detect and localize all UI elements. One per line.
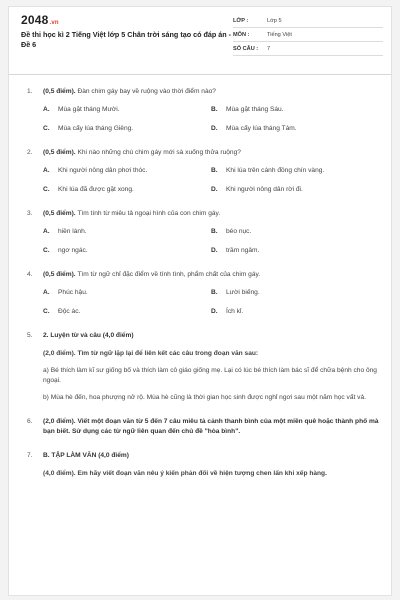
meta-row-class: LỚP : Lớp 5 (233, 14, 383, 28)
paragraph-b: b) Mùa hè đến, hoa phượng nở rộ. Mùa hè cũng là thời gian học sinh được nghỉ ngơi sau một năm học vất vả. (43, 394, 366, 401)
question-5: 5. 2. Luyện từ và câu (4,0 điểm) (2,0 điểm). Tìm từ ngữ lặp lại để liên kết các câu trong đoạn văn sau: a) Bé thích làm kĩ sư giống bố và thích làm cô giáo giống mẹ. Lại có lúc bé thích làm bác sĩ để chữa bệnh cho ông ngoại. b) Mùa hè đến, hoa phượng nở rộ. Mùa hè cũng là thời gian học sinh được nghỉ ngơi sau một năm học vất vả. (27, 331, 379, 403)
question-1: 1. (0,5 điểm). Đàn chim gáy bay về ruộng vào thời điểm nào? A. Mùa gặt tháng Mười. B. Mùa gặt tháng Sáu. C. Mùa cấy lúa tháng Giêng. D. Mùa cấy lúa tháng Tám. (27, 87, 379, 134)
question-3: 3. (0,5 điểm). Tìm tính từ miêu tả ngoại hình của con chim gáy. A. hiền lành. B. béo nục. C. ngơ ngác. D. trầm ngâm. (27, 209, 379, 256)
question-7: 7. B. TẬP LÀM VĂN (4,0 điểm) (4,0 điểm). Em hãy viết đoạn văn nêu ý kiến phản đối về hiện tượng chen lấn khi xếp hàng. (27, 451, 379, 479)
option-c[interactable]: C. Khi lúa đã được gặt xong. (43, 186, 134, 193)
option-d[interactable]: D. Khi người nông dân rời đi. (211, 186, 303, 193)
meta-table (233, 14, 383, 56)
document-page (8, 6, 392, 596)
site-logo[interactable]: 2048.vn (21, 13, 59, 27)
paragraph-a: a) Bé thích làm kĩ sư giống bố và thích làm cô giáo giống mẹ. Lại có lúc bé thích làm bác sĩ để chữa bệnh cho ông ngoại. (43, 367, 377, 384)
question-prompt: (4,0 điểm). Em hãy viết đoạn văn nêu ý kiến phản đối về hiện tượng chen lấn khi xếp hàng. (43, 470, 327, 477)
document-header (9, 7, 391, 75)
document-body (9, 75, 391, 479)
option-a[interactable]: A. Khi người nông dân phơi thóc. (43, 167, 148, 174)
document-title: Đề thi học kì 2 Tiếng Việt lớp 5 Chân trời sáng tạo có đáp án - Đề 6 (21, 30, 232, 49)
option-b[interactable]: B. béo nục. (211, 228, 252, 235)
question-2: 2. (0,5 điểm). Khi nào những chú chim gáy mới sà xuống thửa ruộng? A. Khi người nông dân phơi thóc. B. Khi lúa trên cánh đồng chín vàng. C. Khi lúa đã được gặt xong. D. Khi người nông dân rời đi. (27, 148, 379, 195)
meta-row-subject: MÔN : Tiếng Việt (233, 28, 383, 42)
option-d[interactable]: D. Mùa cấy lúa tháng Tám. (211, 125, 297, 132)
option-a[interactable]: A. Phúc hậu. (43, 289, 88, 296)
meta-row-count: SỐ CÂU : 7 (233, 42, 383, 56)
option-c[interactable]: C. Độc ác. (43, 308, 81, 315)
option-b[interactable]: B. Khi lúa trên cánh đồng chín vàng. (211, 167, 325, 174)
question-4: 4. (0,5 điểm). Tìm từ ngữ chỉ đặc điểm về tính tình, phẩm chất của chim gáy. A. Phúc hậu. B. Lười biếng. C. Độc ác. D. Ích kỉ. (27, 270, 379, 317)
option-c[interactable]: C. ngơ ngác. (43, 247, 88, 254)
section-heading: 2. Luyện từ và câu (4,0 điểm) (43, 332, 134, 339)
option-d[interactable]: D. Ích kỉ. (211, 308, 244, 315)
option-a[interactable]: A. Mùa gặt tháng Mười. (43, 106, 120, 113)
section-heading: B. TẬP LÀM VĂN (4,0 điểm) (43, 452, 129, 459)
question-prompt: (2,0 điểm). Tìm từ ngữ lặp lại để liên kết các câu trong đoạn văn sau: (43, 350, 259, 357)
option-a[interactable]: A. hiền lành. (43, 228, 87, 235)
question-6: 6. (2,0 điểm). Viết một đoạn văn từ 5 đến 7 câu miêu tả cảnh thanh bình của một miền quê hoặc thành phố mà bạn biết. Sử dụng các từ ngữ liên quan đến chủ đề "hòa bình". (27, 418, 379, 435)
option-c[interactable]: C. Mùa cấy lúa tháng Giêng. (43, 125, 134, 132)
option-b[interactable]: B. Mùa gặt tháng Sáu. (211, 106, 284, 113)
option-b[interactable]: B. Lười biếng. (211, 289, 260, 296)
option-d[interactable]: D. trầm ngâm. (211, 247, 260, 254)
question-prompt: (2,0 điểm). Viết một đoạn văn từ 5 đến 7 câu miêu tả cảnh thanh bình của một miền quê hoặc thành phố mà bạn biết. Sử dụng các từ ngữ liên quan đến chủ đề "hòa bình". (43, 418, 379, 435)
